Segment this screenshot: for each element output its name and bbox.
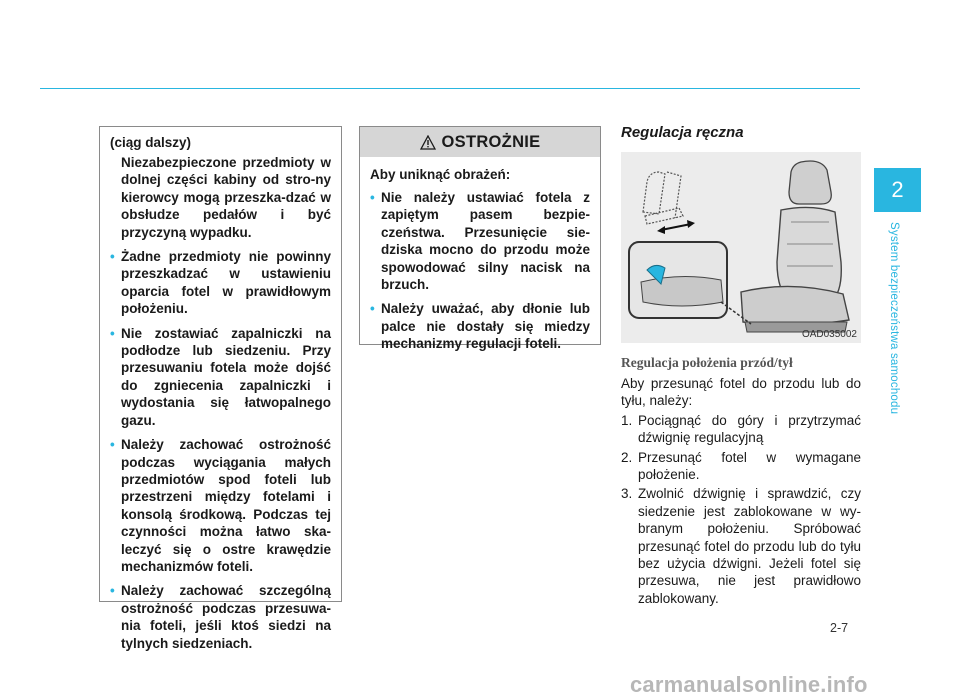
list-item: 2. Przesunąć fotel w wymagane położenie. [621, 449, 861, 483]
list-item: • Żadne przedmioty nie powinny przeszkadzać w ustawieniu oparcia fotel w prawidłowym położeniu. [110, 249, 331, 317]
bullet-icon: • [110, 325, 115, 341]
caution-body [360, 157, 600, 353]
seat-adjustment-figure [621, 152, 861, 343]
watermark: carmanualsonline.info [630, 672, 868, 697]
warning-bullet-list [110, 248, 331, 652]
warning-continued-box [99, 126, 342, 651]
list-item: • Należy uważać, aby dłonie lub palce nie dostały się miedzy mechanizmy regulacji foteli. [370, 301, 590, 352]
double-arrow-icon [661, 224, 691, 230]
list-item: • Nie zostawiać zapalniczki na podłodze lub siedzeniu. Przy przesuwaniu fotela może dojść do zgniecenia zapalniczki i wydostania się łatwopalnego gazu. [110, 325, 331, 428]
warning-triangle-icon [420, 135, 436, 150]
continued-label: (ciąg dalszy) [110, 135, 192, 150]
warning-intro-text: Niezabezpieczone przedmioty w dolnej części kabiny od stro-ny kierowcy mogą przeszka-dzać w obsłudze pedałów i być przyczyną wypadku. [121, 155, 331, 240]
bullet-icon: • [110, 437, 115, 453]
driver-seat-icon [741, 161, 849, 332]
figure-code: OAD035002 [801, 329, 857, 340]
seat-schematic-icon [643, 172, 683, 224]
caution-intro: Aby uniknąć obrażeń: [370, 167, 511, 182]
caution-title: OSTROŻNIE [441, 132, 541, 151]
caution-box [359, 126, 601, 352]
top-divider [40, 88, 860, 89]
bullet-icon: • [110, 249, 115, 265]
right-column [621, 124, 861, 607]
page-number: 2-7 [830, 621, 849, 635]
list-item: 3. Zwolnić dźwignię i sprawdzić, czy siedzenie jest zablokowane w wy-branym położeniu. Spróbować przesunąć fotel do przodu lub do tyłu bez użycia dźwigni. Jeżeli fotel się przesuwa, nie jest prawidłowo zablokowany. [621, 486, 861, 606]
subheading: Regulacja położenia przód/tył [621, 355, 793, 370]
bullet-icon: • [370, 301, 375, 317]
lever-detail-inset [629, 242, 751, 324]
steps-list [621, 412, 861, 607]
chapter-title: System bezpieczeństwa samochodu [888, 222, 900, 415]
list-item: • Należy zachować szczególną ostrożność podczas przesuwa-nia foteli, jeśli ktoś siedzi na tylnych siedzeniach. [110, 583, 331, 651]
list-item: • Należy zachować ostrożność podczas wyciągania małych przedmiotów spod foteli lub przestrzeni między fotelami i konsolą środkową. Podczas tej czynności można łatwo ska-leczyć się o ostre krawędzie mechanizmów foteli. [110, 437, 331, 574]
bullet-icon: • [110, 583, 115, 599]
chapter-tab: 2 [874, 168, 921, 212]
list-item: 1. Pociągnąć do góry i przytrzymać dźwignię regulacyjną [621, 412, 861, 446]
car-seat-illustration [621, 152, 861, 343]
caution-header [360, 127, 600, 157]
caution-bullet-list [370, 189, 590, 353]
section-title: Regulacja ręczna [621, 124, 744, 141]
body-text: Aby przesunąć fotel do przodu lub do tyłu, należy: [621, 376, 861, 409]
bullet-icon: • [370, 190, 375, 205]
list-item: • Nie należy ustawiać fotela z zapiętym pasem bezpie-czeństwa. Przesunięcie sie-dziska mocno do przodu może spowodować silny nacisk na brzuch. [370, 190, 590, 293]
